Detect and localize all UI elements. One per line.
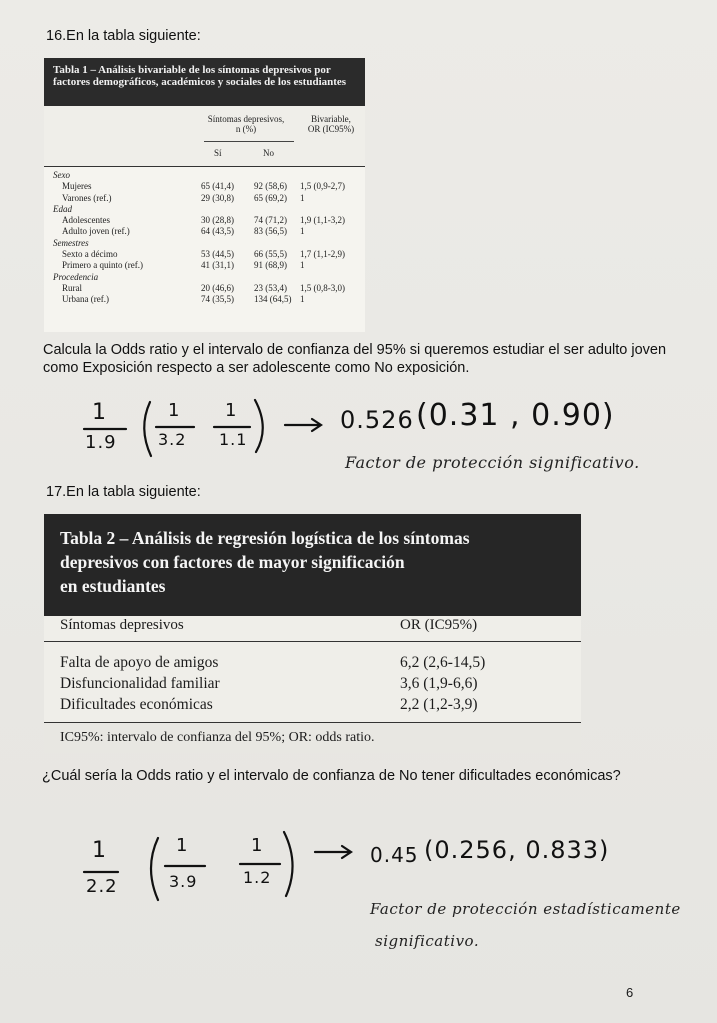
answer-16-ci-high-den: 1.1: [219, 430, 248, 449]
row-label: Sexto a décimo: [62, 249, 118, 260]
page-number: 6: [626, 985, 634, 1000]
answer-17-open-paren: [151, 838, 158, 900]
col-header-sintomas-n: n (%): [235, 124, 257, 134]
cell-no: 134 (64,5): [254, 294, 292, 305]
row-label: Urbana (ref.): [62, 294, 109, 305]
row-label: Disfuncionalidad familiar: [60, 675, 220, 692]
answer-17-note-line-2: significativo.: [375, 932, 480, 950]
row-label: Procedencia: [53, 271, 99, 282]
cell-no: 83 (56,5): [254, 226, 287, 237]
answer-17-arrow: [315, 846, 351, 858]
answer-17-ci-high-den: 1.2: [243, 868, 272, 887]
table-2-footnote-text: IC95%: intervalo de confianza del 95%; OR: odds ratio.: [60, 730, 375, 745]
cell-or: 1: [300, 260, 305, 271]
answer-16-ci-low-den: 3.2: [158, 430, 187, 449]
cell-no: 74 (71,2): [254, 215, 287, 226]
answer-16-open-paren: [144, 402, 151, 456]
answer-16-arrow: [285, 419, 321, 431]
question-17-title: 17.En la tabla siguiente:: [46, 484, 201, 500]
question-17-text: ¿Cuál sería la Odds ratio y el intervalo de confianza de No tener dificultades económicas?: [42, 768, 621, 784]
cell-si: 29 (30,8): [201, 192, 234, 203]
answer-17-ci: (0.256, 0.833): [424, 836, 610, 864]
col-header-si: Sí: [214, 148, 222, 158]
row-label: Falta de apoyo de amigos: [60, 654, 219, 671]
cell-or: 1,5 (0,9-2,7): [300, 181, 345, 192]
cell-or: 2,2 (1,2-3,9): [400, 696, 478, 713]
col-header-or-ic95: OR (IC95%): [400, 617, 478, 633]
row-label: Mujeres: [62, 181, 92, 192]
answer-16-numerator: 1: [92, 400, 107, 425]
answer-16-ci-low-num: 1: [168, 400, 181, 421]
col-header-sintomas-label: Síntomas depresivos,: [207, 114, 285, 124]
cell-or: 1: [300, 294, 305, 305]
cell-or: 6,2 (2,6-14,5): [400, 654, 486, 671]
table-2-caption-line-2: depresivos con factores de mayor significación: [60, 552, 405, 572]
answer-16-result: 0.526: [340, 406, 414, 434]
cell-or: 1,5 (0,8-3,0): [300, 282, 345, 293]
answer-16-ci: (0.31 , 0.90): [416, 398, 615, 433]
col-header-or: OR (IC95%): [307, 124, 355, 134]
row-label: Adulto joven (ref.): [62, 226, 130, 237]
cell-si: 30 (28,8): [201, 215, 234, 226]
cell-no: 91 (68,9): [254, 260, 287, 271]
cell-si: 20 (46,6): [201, 282, 234, 293]
question-16-title: 16.En la tabla siguiente:: [46, 28, 201, 44]
answer-16-note: Factor de protección significativo.: [345, 453, 640, 472]
answer-17-denominator: 2.2: [86, 876, 118, 897]
col-header-bivariable-label: Bivariable,: [311, 114, 351, 124]
answer-16-baseline: [345, 470, 670, 473]
cell-or: 1,7 (1,1-2,9): [300, 249, 345, 260]
answer-17-close-paren: [284, 832, 293, 896]
answer-17-ci-low-den: 3.9: [169, 872, 198, 891]
col-header-no: No: [263, 148, 274, 158]
answer-16-denominator: 1.9: [85, 432, 117, 453]
row-label: Edad: [53, 203, 72, 214]
row-label: Dificultades económicas: [60, 696, 213, 713]
cell-si: 41 (31,1): [201, 260, 234, 271]
cell-or: 3,6 (1,9-6,6): [400, 675, 478, 692]
row-label: Primero a quinto (ref.): [62, 260, 143, 271]
question-16-text: Calcula la Odds ratio y el intervalo de confianza del 95% si queremos estudiar el ser adulto joven como Exposición respecto a ser adolescente como No exposición.: [43, 342, 667, 376]
row-label: Sexo: [53, 170, 70, 180]
cell-no: 23 (53,4): [254, 282, 287, 293]
table-1-caption: Tabla 1 – Análisis bivariable de los síntomas depresivos por factores demográficos, académicos y sociales de los estudiantes: [44, 58, 365, 106]
row-label: Semestres: [53, 237, 89, 248]
cell-or: 1: [300, 226, 305, 237]
cell-si: 53 (44,5): [201, 249, 234, 260]
answer-17-numerator: 1: [92, 838, 107, 863]
answer-17-ci-high-num: 1: [251, 835, 264, 856]
row-label: Varones (ref.): [62, 192, 112, 203]
cell-or: 1: [300, 192, 305, 203]
cell-no: 66 (55,5): [254, 249, 287, 260]
cell-si: 64 (43,5): [201, 226, 234, 237]
table-2-caption-line-1: Tabla 2 – Análisis de regresión logística de los síntomas: [60, 528, 470, 548]
col-header-sintomas-depresivos: Síntomas depresivos: [60, 617, 184, 633]
row-label: Adolescentes: [62, 215, 110, 226]
answer-16-close-paren: [255, 400, 263, 452]
answer-16-ci-high-num: 1: [225, 400, 238, 421]
cell-no: 92 (58,6): [254, 181, 287, 192]
answer-17-result: 0.45: [370, 843, 419, 867]
answer-17-note-line-1: Factor de protección estadísticamente: [370, 900, 681, 918]
row-label: Rural: [62, 282, 82, 293]
cell-no: 65 (69,2): [254, 192, 287, 203]
table-2-caption-line-3: en estudiantes: [60, 576, 166, 596]
cell-si: 65 (41,4): [201, 181, 234, 192]
cell-or: 1,9 (1,1-3,2): [300, 215, 345, 226]
cell-si: 74 (35,5): [201, 294, 234, 305]
answer-17-ci-low-num: 1: [176, 835, 189, 856]
